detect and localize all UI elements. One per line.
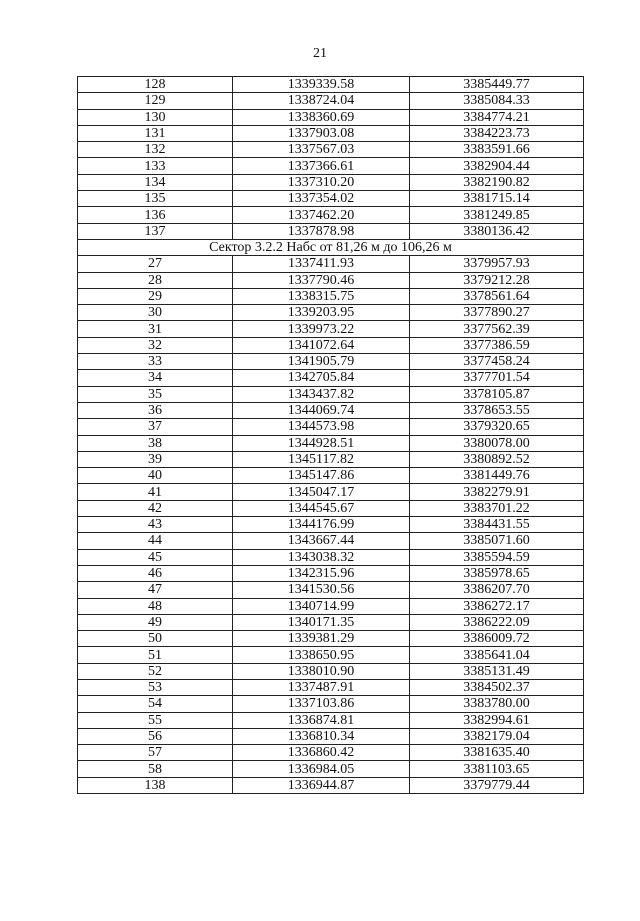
y-coordinate-cell: 3381249.85 xyxy=(410,207,584,223)
x-coordinate-cell: 1336874.81 xyxy=(233,712,410,728)
table-row xyxy=(78,696,584,712)
x-coordinate-cell: 1343437.82 xyxy=(233,386,410,402)
y-coordinate-cell: 3382904.44 xyxy=(410,158,584,174)
x-coordinate-cell: 1338724.04 xyxy=(233,93,410,109)
table-row xyxy=(78,631,584,647)
table-row xyxy=(78,354,584,370)
x-coordinate-cell: 1337567.03 xyxy=(233,142,410,158)
point-number-cell: 131 xyxy=(78,125,233,141)
y-coordinate-cell: 3377701.54 xyxy=(410,370,584,386)
point-number-cell: 130 xyxy=(78,109,233,125)
table-row xyxy=(78,679,584,695)
table-row xyxy=(78,745,584,761)
table-row xyxy=(78,142,584,158)
point-number-cell: 42 xyxy=(78,500,233,516)
table-row xyxy=(78,500,584,516)
y-coordinate-cell: 3385978.65 xyxy=(410,565,584,581)
table-row xyxy=(78,761,584,777)
x-coordinate-cell: 1344573.98 xyxy=(233,419,410,435)
point-number-cell: 129 xyxy=(78,93,233,109)
table-row xyxy=(78,77,584,93)
x-coordinate-cell: 1336944.87 xyxy=(233,777,410,793)
y-coordinate-cell: 3380078.00 xyxy=(410,435,584,451)
point-number-cell: 48 xyxy=(78,598,233,614)
table-section xyxy=(78,239,584,255)
x-coordinate-cell: 1338010.90 xyxy=(233,663,410,679)
point-number-cell: 40 xyxy=(78,468,233,484)
x-coordinate-cell: 1342705.84 xyxy=(233,370,410,386)
point-number-cell: 33 xyxy=(78,354,233,370)
point-number-cell: 39 xyxy=(78,451,233,467)
table-row xyxy=(78,321,584,337)
table-row xyxy=(78,305,584,321)
point-number-cell: 55 xyxy=(78,712,233,728)
x-coordinate-cell: 1345147.86 xyxy=(233,468,410,484)
point-number-cell: 138 xyxy=(78,777,233,793)
point-number-cell: 32 xyxy=(78,337,233,353)
y-coordinate-cell: 3379212.28 xyxy=(410,272,584,288)
table-row xyxy=(78,647,584,663)
y-coordinate-cell: 3385084.33 xyxy=(410,93,584,109)
table-row xyxy=(78,451,584,467)
point-number-cell: 49 xyxy=(78,614,233,630)
table-row xyxy=(78,777,584,793)
point-number-cell: 58 xyxy=(78,761,233,777)
table-row xyxy=(78,223,584,239)
point-number-cell: 37 xyxy=(78,419,233,435)
x-coordinate-cell: 1344545.67 xyxy=(233,500,410,516)
x-coordinate-cell: 1337462.20 xyxy=(233,207,410,223)
y-coordinate-cell: 3379320.65 xyxy=(410,419,584,435)
x-coordinate-cell: 1343667.44 xyxy=(233,533,410,549)
y-coordinate-cell: 3377890.27 xyxy=(410,305,584,321)
point-number-cell: 56 xyxy=(78,728,233,744)
table-row xyxy=(78,565,584,581)
y-coordinate-cell: 3381715.14 xyxy=(410,191,584,207)
x-coordinate-cell: 1337878.98 xyxy=(233,223,410,239)
point-number-cell: 29 xyxy=(78,288,233,304)
y-coordinate-cell: 3386207.70 xyxy=(410,582,584,598)
y-coordinate-cell: 3378653.55 xyxy=(410,402,584,418)
table-row xyxy=(78,614,584,630)
page-number: 21 xyxy=(313,46,327,61)
table-row xyxy=(78,125,584,141)
table-row xyxy=(78,337,584,353)
point-number-cell: 46 xyxy=(78,565,233,581)
point-number-cell: 43 xyxy=(78,517,233,533)
point-number-cell: 47 xyxy=(78,582,233,598)
y-coordinate-cell: 3385641.04 xyxy=(410,647,584,663)
x-coordinate-cell: 1339339.58 xyxy=(233,77,410,93)
point-number-cell: 38 xyxy=(78,435,233,451)
table-row xyxy=(78,256,584,272)
y-coordinate-cell: 3383780.00 xyxy=(410,696,584,712)
table-row xyxy=(78,288,584,304)
x-coordinate-cell: 1338360.69 xyxy=(233,109,410,125)
point-number-cell: 28 xyxy=(78,272,233,288)
y-coordinate-cell: 3386222.09 xyxy=(410,614,584,630)
point-number-cell: 133 xyxy=(78,158,233,174)
point-number-cell: 54 xyxy=(78,696,233,712)
y-coordinate-cell: 3384774.21 xyxy=(410,109,584,125)
y-coordinate-cell: 3385449.77 xyxy=(410,77,584,93)
section-row xyxy=(78,239,584,255)
point-number-cell: 44 xyxy=(78,533,233,549)
x-coordinate-cell: 1343038.32 xyxy=(233,549,410,565)
x-coordinate-cell: 1341530.56 xyxy=(233,582,410,598)
y-coordinate-cell: 3384431.55 xyxy=(410,517,584,533)
y-coordinate-cell: 3381103.65 xyxy=(410,761,584,777)
x-coordinate-cell: 1337411.93 xyxy=(233,256,410,272)
point-number-cell: 52 xyxy=(78,663,233,679)
point-number-cell: 41 xyxy=(78,484,233,500)
x-coordinate-cell: 1345047.17 xyxy=(233,484,410,500)
y-coordinate-cell: 3385131.49 xyxy=(410,663,584,679)
x-coordinate-cell: 1336984.05 xyxy=(233,761,410,777)
table-row xyxy=(78,582,584,598)
table-body-before xyxy=(78,77,584,240)
table-row xyxy=(78,158,584,174)
y-coordinate-cell: 3383591.66 xyxy=(410,142,584,158)
point-number-cell: 36 xyxy=(78,402,233,418)
x-coordinate-cell: 1339973.22 xyxy=(233,321,410,337)
x-coordinate-cell: 1340714.99 xyxy=(233,598,410,614)
table-row xyxy=(78,109,584,125)
y-coordinate-cell: 3377562.39 xyxy=(410,321,584,337)
x-coordinate-cell: 1336810.34 xyxy=(233,728,410,744)
y-coordinate-cell: 3385594.59 xyxy=(410,549,584,565)
point-number-cell: 31 xyxy=(78,321,233,337)
x-coordinate-cell: 1342315.96 xyxy=(233,565,410,581)
x-coordinate-cell: 1344176.99 xyxy=(233,517,410,533)
x-coordinate-cell: 1338650.95 xyxy=(233,647,410,663)
y-coordinate-cell: 3378105.87 xyxy=(410,386,584,402)
x-coordinate-cell: 1339203.95 xyxy=(233,305,410,321)
point-number-cell: 50 xyxy=(78,631,233,647)
x-coordinate-cell: 1341905.79 xyxy=(233,354,410,370)
point-number-cell: 34 xyxy=(78,370,233,386)
table-row xyxy=(78,728,584,744)
table-row xyxy=(78,174,584,190)
y-coordinate-cell: 3382190.82 xyxy=(410,174,584,190)
y-coordinate-cell: 3383701.22 xyxy=(410,500,584,516)
y-coordinate-cell: 3379957.93 xyxy=(410,256,584,272)
y-coordinate-cell: 3384223.73 xyxy=(410,125,584,141)
x-coordinate-cell: 1337790.46 xyxy=(233,272,410,288)
y-coordinate-cell: 3384502.37 xyxy=(410,679,584,695)
table-row xyxy=(78,712,584,728)
x-coordinate-cell: 1337487.91 xyxy=(233,679,410,695)
point-number-cell: 132 xyxy=(78,142,233,158)
table-row xyxy=(78,207,584,223)
y-coordinate-cell: 3380136.42 xyxy=(410,223,584,239)
point-number-cell: 128 xyxy=(78,77,233,93)
y-coordinate-cell: 3382179.04 xyxy=(410,728,584,744)
y-coordinate-cell: 3385071.60 xyxy=(410,533,584,549)
table-row xyxy=(78,370,584,386)
table-row xyxy=(78,386,584,402)
x-coordinate-cell: 1337310.20 xyxy=(233,174,410,190)
y-coordinate-cell: 3386009.72 xyxy=(410,631,584,647)
table-row xyxy=(78,598,584,614)
y-coordinate-cell: 3386272.17 xyxy=(410,598,584,614)
coordinates-table xyxy=(77,76,584,794)
point-number-cell: 137 xyxy=(78,223,233,239)
x-coordinate-cell: 1337103.86 xyxy=(233,696,410,712)
point-number-cell: 45 xyxy=(78,549,233,565)
point-number-cell: 135 xyxy=(78,191,233,207)
x-coordinate-cell: 1341072.64 xyxy=(233,337,410,353)
point-number-cell: 35 xyxy=(78,386,233,402)
x-coordinate-cell: 1344928.51 xyxy=(233,435,410,451)
x-coordinate-cell: 1339381.29 xyxy=(233,631,410,647)
y-coordinate-cell: 3382994.61 xyxy=(410,712,584,728)
section-title: Сектор 3.2.2 Набс от 81,26 м до 106,26 м xyxy=(78,239,584,255)
table-row xyxy=(78,402,584,418)
table-body-after xyxy=(78,256,584,794)
y-coordinate-cell: 3380892.52 xyxy=(410,451,584,467)
point-number-cell: 134 xyxy=(78,174,233,190)
point-number-cell: 57 xyxy=(78,745,233,761)
y-coordinate-cell: 3377386.59 xyxy=(410,337,584,353)
point-number-cell: 53 xyxy=(78,679,233,695)
x-coordinate-cell: 1336860.42 xyxy=(233,745,410,761)
y-coordinate-cell: 3379779.44 xyxy=(410,777,584,793)
table-row xyxy=(78,517,584,533)
x-coordinate-cell: 1337366.61 xyxy=(233,158,410,174)
table-row xyxy=(78,272,584,288)
y-coordinate-cell: 3377458.24 xyxy=(410,354,584,370)
table-row xyxy=(78,191,584,207)
x-coordinate-cell: 1338315.75 xyxy=(233,288,410,304)
y-coordinate-cell: 3382279.91 xyxy=(410,484,584,500)
y-coordinate-cell: 3378561.64 xyxy=(410,288,584,304)
table-row xyxy=(78,663,584,679)
point-number-cell: 27 xyxy=(78,256,233,272)
x-coordinate-cell: 1337903.08 xyxy=(233,125,410,141)
x-coordinate-cell: 1345117.82 xyxy=(233,451,410,467)
table-row xyxy=(78,435,584,451)
point-number-cell: 51 xyxy=(78,647,233,663)
point-number-cell: 30 xyxy=(78,305,233,321)
table-row xyxy=(78,93,584,109)
table-row xyxy=(78,549,584,565)
table-row xyxy=(78,468,584,484)
x-coordinate-cell: 1340171.35 xyxy=(233,614,410,630)
table-row xyxy=(78,484,584,500)
table-row xyxy=(78,419,584,435)
x-coordinate-cell: 1337354.02 xyxy=(233,191,410,207)
table-row xyxy=(78,533,584,549)
y-coordinate-cell: 3381449.76 xyxy=(410,468,584,484)
y-coordinate-cell: 3381635.40 xyxy=(410,745,584,761)
point-number-cell: 136 xyxy=(78,207,233,223)
x-coordinate-cell: 1344069.74 xyxy=(233,402,410,418)
